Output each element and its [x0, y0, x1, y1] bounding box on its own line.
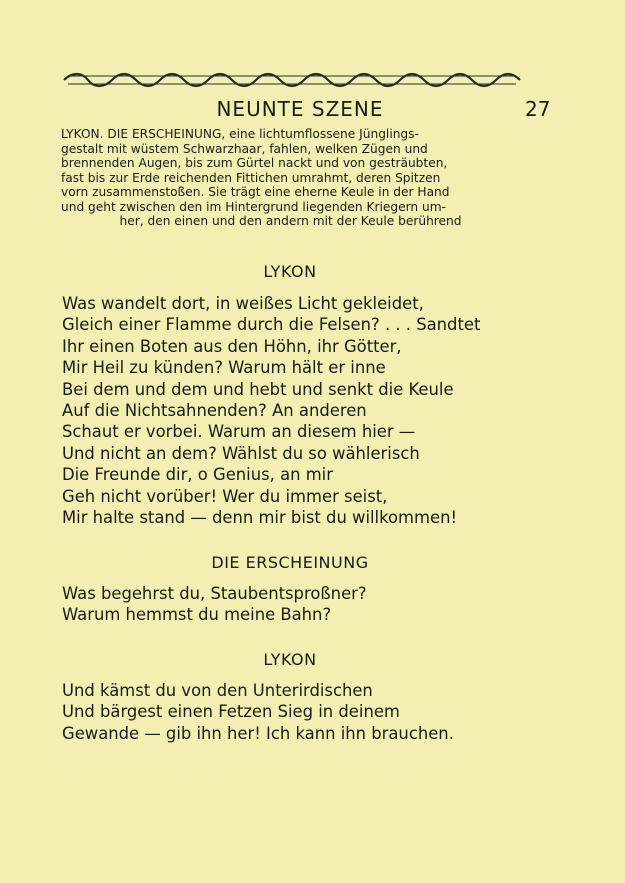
scene-title: NEUNTE SZENE — [216, 97, 384, 121]
stage-direction — [61, 127, 520, 229]
verse-line: Mir Heil zu künden? Warum hält er inne — [62, 358, 386, 378]
stage-direction-line: und geht zwischen den im Hintergrund liegenden Kriegern um- — [61, 199, 446, 214]
verse-line: Bei dem und dem und hebt und senkt die Keule — [62, 379, 454, 399]
page-number: 27 — [525, 97, 551, 121]
speaker-name: LYKON — [263, 650, 317, 669]
decorative-border-ornament — [62, 70, 522, 90]
verse-block — [62, 293, 480, 528]
speaker-name: LYKON — [263, 262, 317, 281]
stage-direction-line: vorn zusammenstoßen. Sie trägt eine eherne Keule in der Hand — [61, 185, 450, 199]
verse-line: Schaut er vorbei. Warum an diesem hier — — [62, 422, 416, 442]
verse-line: Und nicht an dem? Wählst du so wählerisch — [62, 443, 420, 463]
verse-line: Gewande — gib ihn her! Ich kann ihn brauchen. — [62, 723, 454, 743]
stage-direction-line: brennenden Augen, bis zum Gürtel nackt und von gesträubten, — [61, 156, 448, 170]
speaker-name: DIE ERSCHEINUNG — [211, 553, 369, 572]
verse-line: Warum hemmst du meine Bahn? — [62, 605, 332, 625]
verse-line: Was wandelt dort, in weißes Licht gekleidet, — [62, 294, 424, 313]
verse-line: Gleich einer Flamme durch die Felsen? . . . Sandtet — [62, 315, 481, 335]
verse-line: Was begehrst du, Staubentsproßner? — [62, 584, 367, 603]
verse-line: Geh nicht vorüber! Wer du immer seist, — [62, 486, 388, 506]
verse-line: Mir halte stand — denn mir bist du willkommen! — [62, 508, 458, 528]
verse-line: Die Freunde dir, o Genius, an mir — [62, 465, 333, 485]
verse-block — [62, 583, 367, 626]
verse-line: Auf die Nichtsahnenden? An anderen — [62, 401, 367, 421]
stage-direction-line: her, den einen und den andern mit der Keule berührend — [119, 214, 462, 228]
verse-line: Und kämst du von den Unterirdischen — [62, 681, 373, 700]
stage-direction-line: LYKON. DIE ERSCHEINUNG, eine lichtumflossene Jünglings- — [61, 127, 419, 141]
verse-line: Und bärgest einen Fetzen Sieg in deinem — [62, 702, 400, 722]
verse-line: Ihr einen Boten aus den Höhn, ihr Götter, — [62, 336, 402, 356]
stage-direction-line: fast bis zur Erde reichenden Fittichen umrahmt, deren Spitzen — [61, 170, 441, 185]
verse-block — [62, 680, 454, 744]
stage-direction-line: gestalt mit wüstem Schwarzhaar, fahlen, welken Zügen und — [61, 141, 428, 156]
